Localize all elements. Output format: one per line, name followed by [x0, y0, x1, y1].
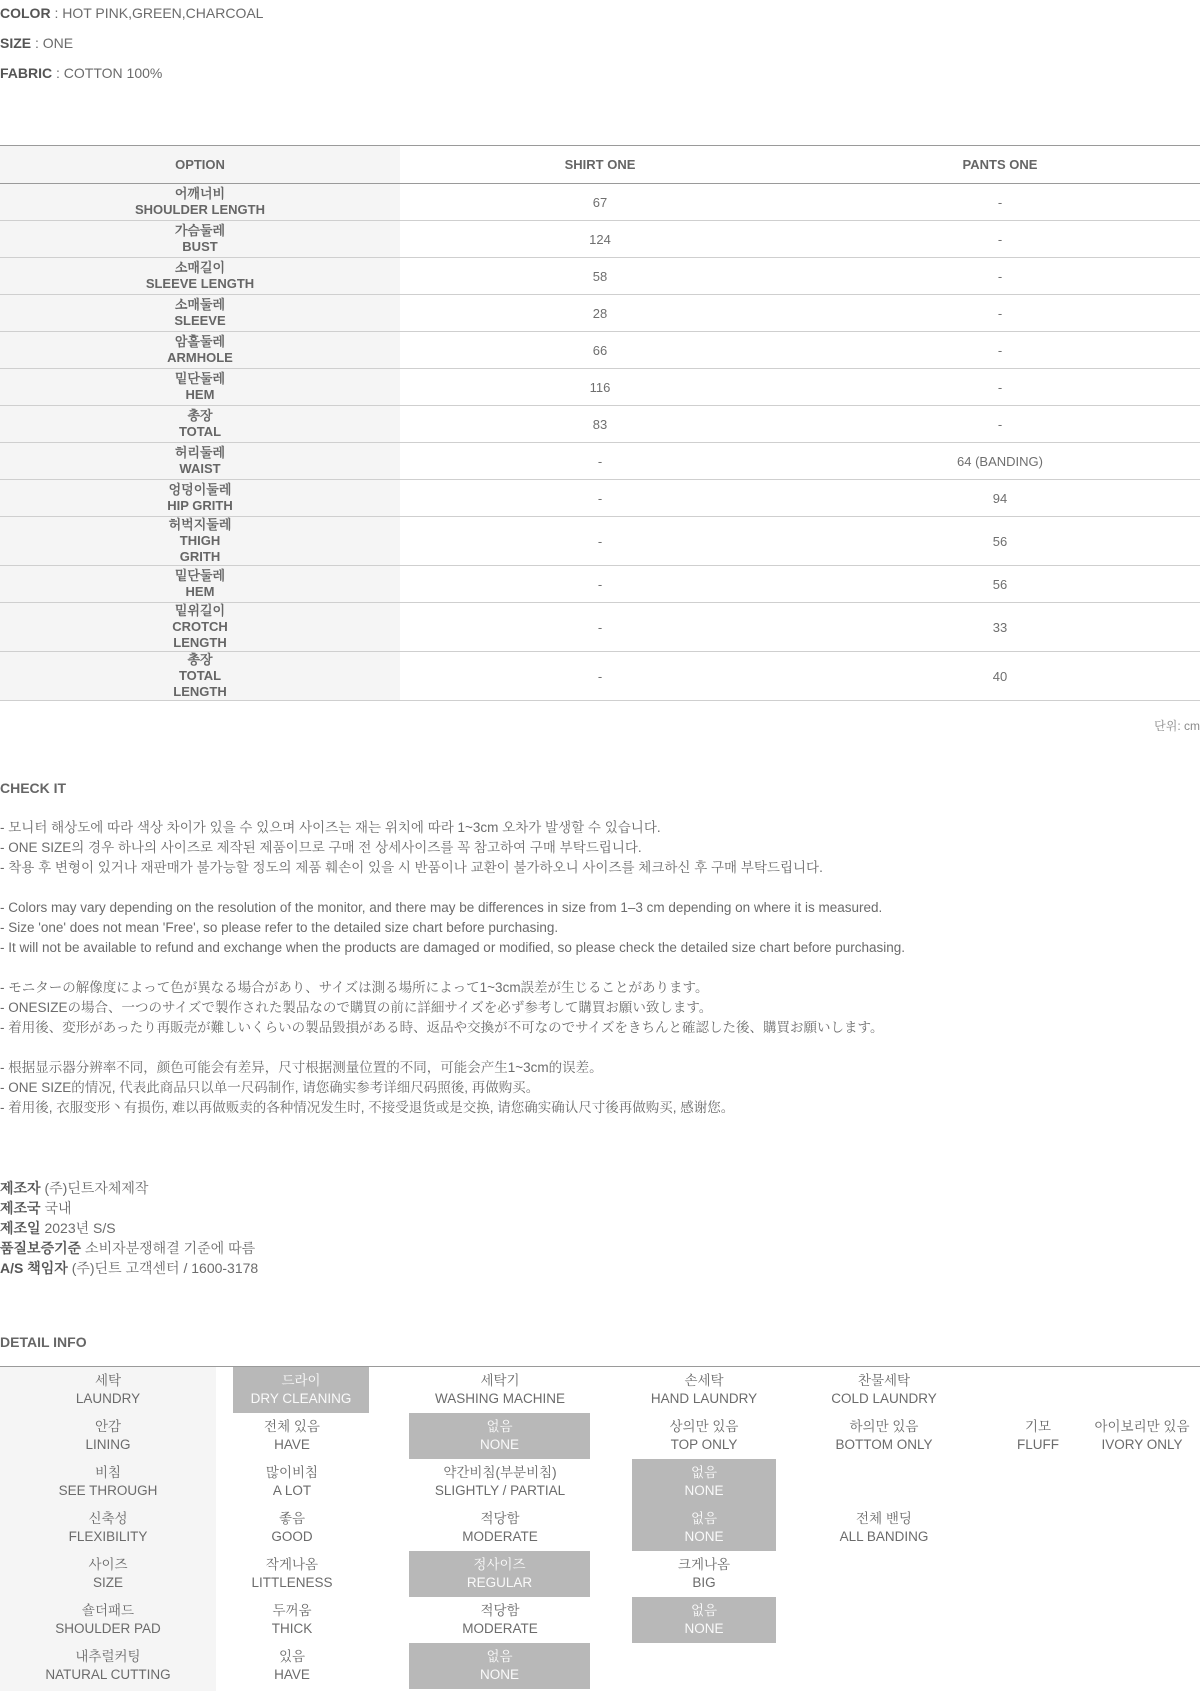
option-kr: 가슴둘레 [174, 223, 226, 238]
option-en: BIG [692, 1575, 716, 1590]
option-en: HEM [185, 584, 215, 599]
column-header: OPTION [0, 146, 400, 184]
color-label: COLOR [0, 5, 51, 21]
label-kr: 내추럴커팅 [75, 1649, 141, 1664]
column-header: SHIRT ONE [400, 146, 800, 184]
shirt-value: 83 [400, 406, 800, 443]
option-kr: 손세탁 [684, 1373, 724, 1388]
maker-line [0, 1258, 258, 1278]
option-kr: 세탁기 [480, 1373, 520, 1388]
table-row [0, 221, 1200, 258]
shirt-value: - [400, 603, 800, 652]
table-row [0, 406, 1200, 443]
option-en: SLEEVE LENGTH [145, 276, 255, 291]
detail-option [368, 1597, 632, 1643]
note-line: - モニターの解像度によって色が異なる場合があり、サイズは測る場所によって1~3cm誤差が生じることがあります。 [0, 980, 709, 995]
option-en: MODERATE [462, 1529, 538, 1544]
option-kr: 허벅지둘레 [168, 517, 232, 532]
pants-value: - [800, 369, 1200, 406]
option-en: THIGH [179, 533, 221, 548]
detail-row-label [0, 1459, 216, 1505]
option-en: TOTAL [178, 424, 222, 439]
detail-row-label [0, 1643, 216, 1689]
pants-value: 56 [800, 517, 1200, 566]
option-kr: 좋음 [278, 1511, 306, 1526]
detail-option-selected [409, 1413, 590, 1459]
option-kr: 적당함 [480, 1511, 520, 1526]
option-en: LENGTH [173, 684, 227, 699]
option-en: ARMHOLE [167, 350, 233, 365]
label-en: LAUNDRY [75, 1391, 141, 1406]
table-row [0, 295, 1200, 332]
detail-option [632, 1551, 776, 1597]
option-en: HAVE [274, 1667, 310, 1682]
option-en: WASHING MACHINE [434, 1391, 565, 1406]
option-kr: 없음 [690, 1603, 718, 1618]
option-kr: 전체 있음 [264, 1419, 320, 1434]
pants-value: 56 [800, 566, 1200, 603]
size-table [0, 145, 1200, 701]
detail-option-selected [409, 1551, 590, 1597]
detail-option-selected [632, 1459, 776, 1505]
label-en: SIZE [92, 1575, 123, 1590]
option-kr: 소매길이 [174, 260, 226, 275]
shirt-value: 124 [400, 221, 800, 258]
maker-label: 제조국 [0, 1200, 41, 1216]
option-en: WAIST [179, 461, 221, 476]
option-kr: 없음 [690, 1511, 718, 1526]
note-line: - 根据显示器分辨率不同，颜色可能会有差异，尺寸根据测量位置的不同，可能会产生1~3cm的误差。 [0, 1060, 603, 1075]
option-en: BUST [182, 239, 218, 254]
note-line: - 着用後、変形があったり再販売が難しいくらいの製品毀損がある時、返品や交換が不可なのでサイズをきちんと確認した後、購買お願いします。 [0, 1020, 884, 1035]
note-line: - ONESIZEの場合、一つのサイズで製作された製品なので購買の前に詳細サイズを必ず参考して購買お願い致します。 [0, 1000, 713, 1015]
option-kr: 적당함 [480, 1603, 520, 1618]
detail-option-selected [632, 1505, 776, 1551]
option-en: NONE [684, 1483, 724, 1498]
maker-label: 제조자 [0, 1180, 41, 1196]
fabric-value: : COTTON 100% [52, 65, 163, 81]
option-kr: 총장 [187, 408, 213, 423]
unit-note: 단위: cm [1154, 719, 1200, 733]
option-cell [0, 480, 400, 517]
label-en: LINING [85, 1437, 131, 1452]
option-en: NONE [684, 1621, 724, 1636]
maker-value: 2023년 S/S [40, 1220, 116, 1236]
option-en: NONE [479, 1437, 519, 1452]
option-kr: 밑단둘레 [174, 568, 226, 583]
option-en: LITTLENESS [251, 1575, 333, 1590]
pants-value: - [800, 295, 1200, 332]
shirt-value: - [400, 566, 800, 603]
shirt-value: 116 [400, 369, 800, 406]
detail-option [368, 1505, 632, 1551]
pants-value: - [800, 258, 1200, 295]
option-en: NONE [684, 1529, 724, 1544]
table-row [0, 443, 1200, 480]
option-en: COLD LAUNDRY [831, 1391, 937, 1406]
option-en: BOTTOM ONLY [835, 1437, 933, 1452]
maker-label: 품질보증기준 [0, 1240, 82, 1256]
size-info [0, 35, 73, 51]
note-line: - 모니터 해상도에 따라 색상 차이가 있을 수 있으며 사이즈는 재는 위치에 따라 1~3cm 오차가 발생할 수 있습니다. [0, 820, 661, 835]
label-en: SEE THROUGH [58, 1483, 158, 1498]
option-kr: 있음 [278, 1649, 306, 1664]
option-kr: 허리둘레 [174, 445, 226, 460]
maker-value: 국내 [40, 1200, 72, 1216]
option-kr: 작게나옴 [265, 1557, 319, 1572]
option-en: GOOD [271, 1529, 313, 1544]
maker-line [0, 1198, 258, 1218]
maker-line [0, 1178, 258, 1198]
option-kr: 두꺼움 [272, 1603, 312, 1618]
option-en: FLUFF [1017, 1437, 1059, 1452]
table-row [0, 258, 1200, 295]
option-kr: 없음 [690, 1465, 718, 1480]
option-cell [0, 443, 400, 480]
label-kr: 세탁 [94, 1373, 122, 1388]
option-cell [0, 184, 400, 221]
maker-line [0, 1218, 258, 1238]
maker-value: (주)딘트자체제작 [40, 1180, 149, 1196]
detail-row-label [0, 1597, 216, 1643]
maker-info [0, 1178, 258, 1278]
maker-line [0, 1238, 258, 1258]
option-en: HAND LAUNDRY [650, 1391, 758, 1406]
label-kr: 숄더패드 [81, 1603, 135, 1618]
pants-value: - [800, 221, 1200, 258]
detail-option-selected [233, 1367, 369, 1413]
option-en: ALL BANDING [839, 1529, 929, 1544]
option-en: TOP ONLY [670, 1437, 738, 1452]
pants-value: 64 (BANDING) [800, 443, 1200, 480]
check-it-notes [0, 818, 1200, 1118]
option-en: SLEEVE [174, 313, 226, 328]
table-row [0, 652, 1200, 701]
pants-value: - [800, 184, 1200, 221]
label-kr: 안감 [94, 1419, 122, 1434]
size-label: SIZE [0, 35, 32, 51]
option-en: SHOULDER LENGTH [135, 202, 265, 217]
note-line: - Size 'one' does not mean 'Free', so please refer to the detailed size chart before purchasing. [0, 920, 559, 935]
size-value: : ONE [31, 35, 74, 51]
option-kr: 약간비침(부분비침) [443, 1465, 557, 1480]
note-gap [0, 1038, 1200, 1058]
option-cell [0, 221, 400, 258]
detail-option [992, 1413, 1084, 1459]
shirt-value: - [400, 517, 800, 566]
table-row [0, 480, 1200, 517]
option-cell [0, 295, 400, 332]
pants-value: - [800, 406, 1200, 443]
table-row [0, 517, 1200, 566]
shirt-value: - [400, 443, 800, 480]
option-en: SLIGHTLY / PARTIAL [434, 1483, 566, 1498]
detail-info-title: DETAIL INFO [0, 1334, 87, 1350]
detail-option [776, 1505, 992, 1551]
option-kr: 많이비침 [265, 1465, 319, 1480]
note-line: - Colors may vary depending on the resolution of the monitor, and there may be differences in size from 1–3 cm depending on where it is measured. [0, 900, 883, 915]
option-en: REGULAR [466, 1575, 533, 1590]
detail-option [776, 1367, 992, 1413]
option-cell [0, 652, 400, 701]
pants-value: 40 [800, 652, 1200, 701]
maker-value: (주)딘트 고객센터 / 1600-3178 [67, 1260, 259, 1276]
detail-option [216, 1597, 368, 1643]
option-en: NONE [479, 1667, 519, 1682]
table-row [0, 603, 1200, 652]
detail-option [632, 1413, 776, 1459]
option-kr: 하의만 있음 [849, 1419, 919, 1434]
option-kr: 전체 밴딩 [856, 1511, 912, 1526]
note-line: - ONE SIZE의 경우 하나의 사이즈로 제작된 제품이므로 구매 전 상세사이즈를 꼭 참고하여 구매 부탁드립니다. [0, 840, 642, 855]
maker-label: 제조일 [0, 1220, 41, 1236]
detail-option [216, 1643, 368, 1689]
note-line: - 着用後, 衣服变形丶有损伤, 难以再做贩卖的各种情况发生时, 不接受退货或是交换, 请您确实确认尺寸後再做购买, 感谢您。 [0, 1100, 735, 1115]
option-cell [0, 406, 400, 443]
detail-option [632, 1367, 776, 1413]
detail-option [216, 1413, 368, 1459]
size-table-body [0, 146, 1200, 701]
color-info [0, 5, 263, 21]
detail-option [216, 1505, 368, 1551]
label-en: SHOULDER PAD [55, 1621, 161, 1636]
pants-value: - [800, 332, 1200, 369]
option-cell [0, 603, 400, 652]
option-en: TOTAL [178, 668, 222, 683]
option-kr: 엉덩이둘레 [168, 482, 232, 497]
fabric-label: FABRIC [0, 65, 53, 81]
option-kr: 밑단둘레 [174, 371, 226, 386]
detail-row-label [0, 1367, 216, 1413]
table-row [0, 566, 1200, 603]
option-cell [0, 369, 400, 406]
size-table-header [0, 146, 1200, 184]
option-cell [0, 517, 400, 566]
label-kr: 사이즈 [88, 1557, 128, 1572]
option-kr: 없음 [486, 1649, 513, 1664]
option-kr: 드라이 [281, 1373, 321, 1388]
shirt-value: 67 [400, 184, 800, 221]
option-cell [0, 566, 400, 603]
detail-option-selected [409, 1643, 590, 1689]
shirt-value: - [400, 480, 800, 517]
option-en: IVORY ONLY [1101, 1437, 1183, 1452]
note-line: - ONE SIZE的情况, 代表此商品只以单一尺码制作, 请您确实参考详细尺码照後, 再做购买。 [0, 1080, 540, 1095]
detail-option-selected [632, 1597, 776, 1643]
option-kr: 아이보리만 있음 [1094, 1419, 1190, 1434]
detail-row-label [0, 1551, 216, 1597]
check-it-title: CHECK IT [0, 780, 67, 796]
maker-label: A/S 책임자 [0, 1260, 68, 1276]
detail-row-label [0, 1413, 216, 1459]
color-value: : HOT PINK,GREEN,CHARCOAL [50, 5, 264, 21]
option-en: THICK [271, 1621, 313, 1636]
shirt-value: 66 [400, 332, 800, 369]
label-en: NATURAL CUTTING [45, 1667, 171, 1682]
table-row [0, 184, 1200, 221]
note-gap [0, 878, 1200, 898]
maker-value: 소비자분쟁해결 기준에 따름 [81, 1240, 256, 1256]
option-kr: 없음 [486, 1419, 513, 1434]
option-en: LENGTH [173, 635, 227, 650]
pants-value: 94 [800, 480, 1200, 517]
option-kr: 찬물세탁 [857, 1373, 911, 1388]
option-cell [0, 258, 400, 295]
table-row [0, 332, 1200, 369]
detail-option [216, 1459, 368, 1505]
option-en: DRY CLEANING [250, 1391, 352, 1406]
fabric-info [0, 65, 162, 81]
option-kr: 총장 [187, 652, 213, 667]
option-kr: 소매둘레 [174, 297, 226, 312]
pants-value: 33 [800, 603, 1200, 652]
detail-option [216, 1551, 368, 1597]
note-line: - It will not be available to refund and exchange when the products are damaged or modified, so please check the detailed size chart before purchasing. [0, 940, 906, 955]
detail-option [776, 1413, 992, 1459]
option-kr: 어깨너비 [174, 186, 226, 201]
shirt-value: 28 [400, 295, 800, 332]
option-kr: 기모 [1024, 1419, 1052, 1434]
option-kr: 밑위길이 [174, 603, 226, 618]
option-kr: 크게나옴 [677, 1557, 731, 1572]
option-cell [0, 332, 400, 369]
shirt-value: 58 [400, 258, 800, 295]
label-en: FLEXIBILITY [68, 1529, 148, 1544]
option-en: CROTCH [172, 619, 228, 634]
detail-option [1084, 1413, 1200, 1459]
option-en: GRITH [179, 549, 221, 564]
option-kr: 암홀둘레 [174, 334, 226, 349]
detail-row-label [0, 1505, 216, 1551]
option-en: HEM [185, 387, 215, 402]
table-row [0, 369, 1200, 406]
option-kr: 상의만 있음 [669, 1419, 739, 1434]
label-kr: 신축성 [88, 1511, 128, 1526]
option-en: HAVE [274, 1437, 310, 1452]
column-header: PANTS ONE [800, 146, 1200, 184]
detail-option [368, 1459, 632, 1505]
option-en: A LOT [272, 1483, 312, 1498]
detail-option [368, 1367, 632, 1413]
option-en: HIP GRITH [167, 498, 233, 513]
note-line: - 착용 후 변형이 있거나 재판매가 불가능할 정도의 제품 훼손이 있을 시 반품이나 교환이 불가하오니 사이즈를 체크하신 후 구매 부탁드립니다. [0, 860, 823, 875]
label-kr: 비침 [94, 1465, 122, 1480]
option-en: MODERATE [462, 1621, 538, 1636]
option-kr: 정사이즈 [473, 1557, 526, 1572]
shirt-value: - [400, 652, 800, 701]
note-gap [0, 958, 1200, 978]
